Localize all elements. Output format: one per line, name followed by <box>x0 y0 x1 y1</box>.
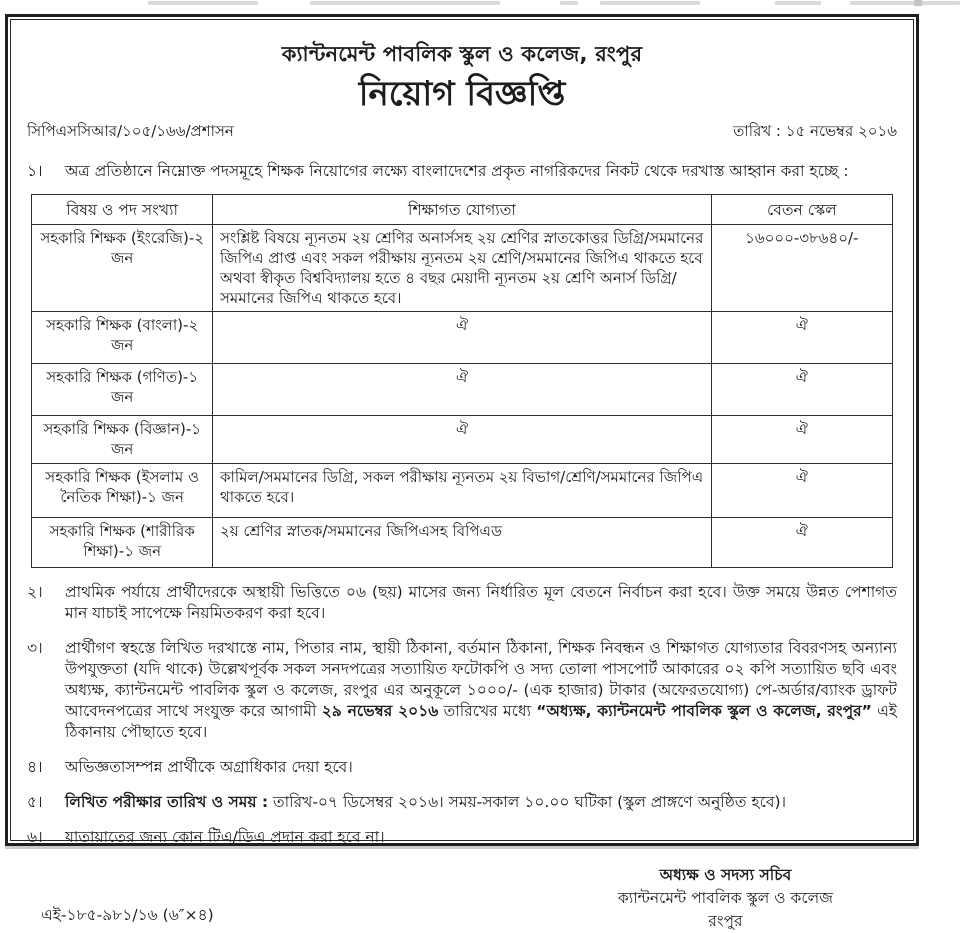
scan-artifact <box>148 1 258 5</box>
table-row <box>32 464 892 518</box>
exam-schedule-text: তারিখ-০৭ ডিসেম্বর ২০১৬। সময়-সকাল ১০.০০ ঘটিকা (স্কুল প্রাঙ্গণে অনুষ্ঠিত হবে)। <box>268 793 787 812</box>
qualification-cell: ঐ <box>213 312 712 364</box>
clause-text <box>65 638 897 743</box>
qualification-cell: সংশ্লিষ্ট বিষয়ে ন্যূনতম ২য় শ্রেণির অনার্সসহ ২য় শ্রেণির স্নাতকোত্তর ডিগ্রি/সমমানের জিপিএ প্রাপ্ত এবং সকল পরীক্ষায় ন্যূনতম ২য় শ্রেণি/সমমানের জিপিএ থাকতে হবে অথবা স্বীকৃত বিশ্ববিদ্যালয় হতে ৪ বছর মেয়াদী ন্যূনতম ২য় শ্রেণি অনার্স ডিগ্রি/সমমানের জিপিএ থাকতে হবে। <box>213 225 712 312</box>
column-header-salary: বেতন স্কেল <box>711 195 892 225</box>
scan-top-artifacts <box>0 0 924 12</box>
qualification-cell: ঐ <box>213 364 712 416</box>
salary-cell: ঐ <box>711 312 892 364</box>
institution-name: ক্যান্টনমেন্ট পাবলিক স্কুল ও কলেজ, রংপুর <box>281 42 643 66</box>
clause-number: ৬। <box>27 828 43 847</box>
signatory-location: রংপুর <box>708 912 743 931</box>
qualification-cell: ঐ <box>213 416 712 464</box>
clause-text: প্রাথমিক পর্যায়ে প্রার্থীদেরকে অস্থায়ী ভিত্তিতে ০৬ (ছয়) মাসের জন্য নির্ধারিত মূল বেতনে নির্বাচন করা হবে। উক্ত সময়ে উন্নত পেশাগত মান যাচাই সাপেক্ষে নিয়মিতকরণ করা হবে। <box>65 583 897 623</box>
signature-block <box>618 864 833 933</box>
qualification-cell: কামিল/সমমানের ডিগ্রি, সকল পরীক্ষায় ন্যূনতম ২য় বিভাগ/শ্রেণি/সমমানের জিপিএ থাকতে হবে। <box>213 464 712 518</box>
salary-cell: ঐ <box>711 518 892 568</box>
scan-artifact <box>560 1 578 5</box>
clause-number: ৫। <box>27 793 43 812</box>
salary-cell: ১৬০০০-৩৮৬৪০/- <box>711 225 892 312</box>
clause-number: ৪। <box>27 758 43 777</box>
post-cell: সহকারি শিক্ষক (বিজ্ঞান)-১ জন <box>32 416 213 464</box>
clause-6 <box>27 827 897 848</box>
table-row <box>32 312 892 364</box>
clauses-section <box>27 582 897 848</box>
table-row <box>32 518 892 568</box>
memo-number: সিপিএসসিআর/১০৫/১৬৬/প্রশাসন <box>27 122 234 141</box>
reference-row <box>27 120 897 145</box>
column-header-post: বিষয় ও পদ সংখ্যা <box>32 195 213 225</box>
clause-text <box>65 792 897 813</box>
deadline-date: ২৯ নভেম্বর ২০১৬ <box>321 702 439 721</box>
notice-border-frame <box>5 14 919 931</box>
intro-paragraph <box>27 161 897 182</box>
signatory-designation: অধ্যক্ষ ও সদস্য সচিব <box>659 866 792 885</box>
notice-title: নিয়োগ বিজ্ঞপ্তি <box>358 74 566 114</box>
salary-cell: ঐ <box>711 364 892 416</box>
clause-3 <box>27 638 897 743</box>
post-cell: সহকারি শিক্ষক (ইসলাম ও নৈতিক শিক্ষা)-১ জন <box>32 464 213 518</box>
bottom-row <box>27 864 897 933</box>
clause-text: অভিজ্ঞতাসম্পন্ন প্রার্থীকে অগ্রাধিকার দেয়া হবে। <box>65 758 353 777</box>
post-cell: সহকারি শিক্ষক (বাংলা)-২ জন <box>32 312 213 364</box>
scan-artifact <box>775 1 821 5</box>
clause-number: ৩। <box>27 639 43 658</box>
clause-text-segment: এই ঠিকানায় পৌছাতে হবে। <box>65 702 897 742</box>
column-header-qualification: শিক্ষাগত যোগ্যতা <box>213 195 712 225</box>
print-code: এই-১৮৫-৯৮১/১৬ (৬″×৪) <box>41 906 214 925</box>
intro-text: অত্র প্রতিষ্ঠানে নিম্নোক্ত পদসমূহে শিক্ষক নিয়োগের লক্ষ্যে বাংলাদেশের প্রকৃত নাগরিকদের নিকট থেকে দরখাস্ত আহ্বান করা হচ্ছে : <box>65 162 849 181</box>
qualification-cell: ২য় শ্রেণির স্নাতক/সমমানের জিপিএসহ বিপিএড <box>213 518 712 568</box>
salary-cell: ঐ <box>711 416 892 464</box>
clause-4 <box>27 757 897 778</box>
clause-number: ১। <box>27 162 43 181</box>
scan-artifact <box>310 1 500 5</box>
post-cell: সহকারি শিক্ষক (ইংরেজি)-২ জন <box>32 225 213 312</box>
vacancy-table <box>31 194 892 568</box>
salary-cell: ঐ <box>711 464 892 518</box>
clause-5 <box>27 792 897 813</box>
table-row <box>32 416 892 464</box>
scan-artifact <box>600 1 700 5</box>
table-row <box>32 364 892 416</box>
clause-number: ২। <box>27 583 43 602</box>
notice-page <box>10 19 914 931</box>
post-cell: সহকারি শিক্ষক (শারীরিক শিক্ষা)-১ জন <box>32 518 213 568</box>
notice-date: তারিখ : ১৫ নভেম্বর ২০১৬ <box>733 122 897 141</box>
application-address: “অধ্যক্ষ, ক্যান্টনমেন্ট পাবলিক স্কুল ও কলেজ, রংপুর” <box>536 702 872 721</box>
scan-artifact <box>914 0 922 6</box>
exam-schedule-label: লিখিত পরীক্ষার তারিখ ও সময় : <box>65 793 269 812</box>
clause-text-segment: তারিখের মধ্যে <box>438 702 537 721</box>
table-header-row <box>32 195 892 225</box>
clause-2 <box>27 582 897 624</box>
post-cell: সহকারি শিক্ষক (গণিত)-১ জন <box>32 364 213 416</box>
clause-text-segment: প্রার্থীগণ স্বহস্তে লিখিত দরখাস্তে নাম, পিতার নাম, স্থায়ী ঠিকানা, বর্তমান ঠিকানা, শিক্ষক নিবন্ধন ও শিক্ষাগত যোগ্যতার বিবরণসহ অন্যান্য উপযুক্ততা (যদি থাকে) উল্লেখপূর্বক সকল সনদপত্রের সত্যায়িত ফটোকপি ও সদ্য তোলা পাসপোর্ট আকারের ০২ কপি সত্যায়িত ছবি এবং অধ্যক্ষ, ক্যান্টনমেন্ট পাবলিক স্কুল ও কলেজ, রংপুর এর অনুকূলে ১০০০/- (এক হাজার) টাকার (অফেরতযোগ্য) পে-অর্ডার/ব্যাংক ড্রাফট আবেদনপত্রের সাথে সংযুক্ত করে আগামী <box>65 639 897 721</box>
clause-text: যাতায়াতের জন্য কোন টিএ/ডিএ প্রদান করা হবে না। <box>65 828 385 847</box>
signatory-institution: ক্যান্টনমেন্ট পাবলিক স্কুল ও কলেজ <box>617 889 833 908</box>
table-row <box>32 225 892 312</box>
scan-artifact <box>850 1 960 5</box>
